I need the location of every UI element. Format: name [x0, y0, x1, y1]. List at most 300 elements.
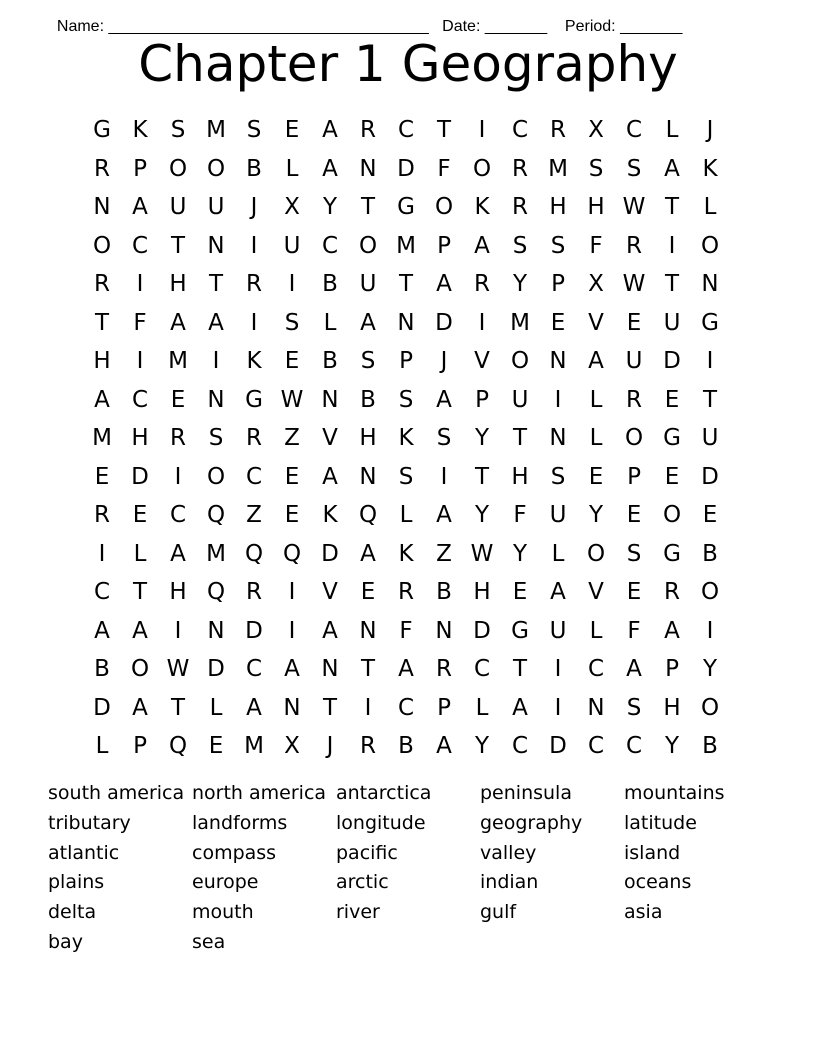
- grid-row: [83, 111, 729, 150]
- grid-cell[interactable]: L: [703, 194, 717, 220]
- grid-cell[interactable]: D: [549, 733, 567, 759]
- grid-cell[interactable]: E: [702, 502, 718, 528]
- grid-cell[interactable]: I: [288, 579, 296, 605]
- word-bank-item: tributary: [48, 811, 131, 834]
- grid-cell[interactable]: L: [665, 117, 679, 143]
- grid-cell[interactable]: A: [208, 309, 224, 336]
- grid-cell[interactable]: A: [588, 348, 604, 374]
- grid-cell[interactable]: F: [589, 232, 603, 259]
- grid-cell[interactable]: A: [436, 271, 452, 297]
- grid-cell[interactable]: R: [474, 271, 490, 297]
- grid-cell[interactable]: B: [360, 386, 376, 413]
- grid-cell[interactable]: N: [435, 617, 453, 644]
- grid-cell[interactable]: Y: [474, 425, 490, 451]
- grid-cell[interactable]: K: [398, 540, 414, 567]
- grid-cell[interactable]: X: [284, 194, 300, 220]
- grid-cell[interactable]: O: [662, 502, 682, 528]
- grid-cell[interactable]: A: [284, 656, 300, 682]
- grid-cell[interactable]: F: [513, 502, 527, 528]
- grid-cell[interactable]: R: [512, 155, 528, 182]
- grid-cell[interactable]: T: [170, 232, 186, 259]
- grid-cell[interactable]: A: [664, 155, 680, 182]
- grid-cell[interactable]: S: [398, 386, 414, 413]
- grid-cell[interactable]: G: [511, 617, 529, 644]
- grid-cell[interactable]: I: [250, 309, 258, 336]
- grid-cell[interactable]: H: [131, 425, 149, 451]
- grid-cell[interactable]: C: [321, 232, 339, 259]
- grid-cell[interactable]: A: [94, 386, 110, 413]
- grid-cell[interactable]: C: [587, 656, 605, 682]
- grid-cell[interactable]: A: [322, 463, 338, 490]
- grid-cell[interactable]: O: [586, 540, 606, 567]
- grid-cell[interactable]: D: [93, 694, 111, 721]
- grid-cell[interactable]: A: [94, 617, 110, 644]
- grid-cell[interactable]: T: [664, 271, 680, 297]
- grid-cell[interactable]: F: [133, 309, 147, 336]
- grid-cell[interactable]: N: [321, 656, 339, 682]
- name-field-label[interactable]: Name: ____________________________________: [56, 18, 429, 35]
- grid-cell[interactable]: Q: [358, 502, 378, 528]
- grid-cell[interactable]: P: [627, 463, 641, 490]
- grid-cell[interactable]: Y: [474, 733, 490, 759]
- grid-cell[interactable]: B: [398, 733, 414, 759]
- grid-cell[interactable]: P: [437, 694, 451, 721]
- grid-cell[interactable]: H: [473, 579, 491, 605]
- grid-cell[interactable]: S: [284, 309, 300, 336]
- grid-cell[interactable]: R: [626, 386, 642, 413]
- grid-cell[interactable]: M: [92, 425, 112, 451]
- grid-cell[interactable]: N: [93, 194, 111, 220]
- grid-cell[interactable]: V: [474, 348, 490, 374]
- grid-cell[interactable]: U: [283, 232, 301, 259]
- grid-cell[interactable]: L: [133, 540, 147, 567]
- grid-cell[interactable]: Y: [512, 540, 528, 567]
- grid-cell[interactable]: T: [132, 579, 148, 605]
- grid-cell[interactable]: V: [322, 579, 338, 605]
- grid-cell[interactable]: M: [244, 733, 264, 759]
- grid-cell[interactable]: G: [663, 425, 681, 451]
- grid-cell[interactable]: G: [245, 386, 263, 413]
- grid-cell[interactable]: I: [174, 463, 182, 490]
- grid-cell[interactable]: R: [360, 733, 376, 759]
- grid-cell[interactable]: Y: [588, 502, 604, 528]
- grid-cell[interactable]: A: [132, 694, 148, 721]
- grid-cell[interactable]: T: [360, 194, 376, 220]
- grid-cell[interactable]: O: [510, 348, 530, 374]
- grid-cell[interactable]: J: [440, 348, 448, 374]
- grid-cell[interactable]: U: [625, 348, 643, 374]
- grid-cell[interactable]: E: [626, 579, 642, 605]
- grid-cell[interactable]: N: [549, 348, 567, 374]
- grid-cell[interactable]: A: [664, 617, 680, 644]
- grid-cell[interactable]: Q: [206, 502, 226, 528]
- grid-cell[interactable]: U: [359, 271, 377, 297]
- grid-cell[interactable]: T: [170, 694, 186, 721]
- grid-cell[interactable]: P: [133, 155, 147, 182]
- grid-cell[interactable]: K: [398, 425, 414, 451]
- grid-cell[interactable]: T: [474, 463, 490, 490]
- grid-cell[interactable]: N: [283, 694, 301, 721]
- grid-cell[interactable]: C: [511, 117, 529, 143]
- grid-cell[interactable]: N: [359, 617, 377, 644]
- grid-cell[interactable]: L: [589, 386, 603, 413]
- grid-cell[interactable]: O: [434, 194, 454, 220]
- grid-cell[interactable]: A: [246, 694, 262, 721]
- grid-cell[interactable]: L: [285, 155, 299, 182]
- grid-cell[interactable]: P: [665, 656, 679, 682]
- grid-cell[interactable]: E: [664, 386, 680, 413]
- grid-cell[interactable]: C: [397, 694, 415, 721]
- grid-cell[interactable]: S: [626, 540, 642, 567]
- grid-cell[interactable]: O: [206, 463, 226, 490]
- grid-cell[interactable]: P: [475, 386, 489, 413]
- grid-cell[interactable]: R: [246, 271, 262, 297]
- grid-cell[interactable]: Q: [168, 733, 188, 759]
- grid-cell[interactable]: J: [706, 117, 714, 143]
- grid-cell[interactable]: E: [284, 502, 300, 528]
- grid-cell[interactable]: E: [588, 463, 604, 490]
- grid-cell[interactable]: U: [549, 502, 567, 528]
- grid-cell[interactable]: B: [436, 579, 452, 605]
- grid-cell[interactable]: T: [512, 425, 528, 451]
- grid-cell[interactable]: I: [250, 232, 258, 259]
- grid-cell[interactable]: U: [207, 194, 225, 220]
- grid-cell[interactable]: Y: [322, 194, 338, 220]
- grid-cell[interactable]: H: [359, 425, 377, 451]
- grid-cell[interactable]: R: [246, 425, 262, 451]
- grid-cell[interactable]: Z: [436, 540, 452, 567]
- grid-cell[interactable]: Y: [512, 271, 528, 297]
- grid-cell[interactable]: A: [398, 656, 414, 682]
- grid-cell[interactable]: D: [245, 617, 263, 644]
- grid-cell[interactable]: I: [440, 463, 448, 490]
- grid-cell[interactable]: R: [436, 656, 452, 682]
- grid-cell[interactable]: T: [702, 386, 718, 413]
- grid-cell[interactable]: T: [322, 694, 338, 721]
- grid-cell[interactable]: F: [399, 617, 413, 644]
- grid-cell[interactable]: I: [554, 656, 562, 682]
- grid-cell[interactable]: S: [398, 463, 414, 490]
- grid-cell[interactable]: P: [551, 271, 565, 297]
- grid-cell[interactable]: I: [98, 540, 106, 567]
- grid-cell[interactable]: J: [250, 194, 258, 220]
- grid-cell[interactable]: N: [207, 232, 225, 259]
- grid-cell[interactable]: M: [168, 348, 188, 374]
- grid-cell[interactable]: A: [436, 733, 452, 759]
- grid-cell[interactable]: T: [512, 656, 528, 682]
- grid-cell[interactable]: L: [589, 617, 603, 644]
- grid-cell[interactable]: Q: [206, 579, 226, 605]
- word-bank-item: latitude: [624, 811, 697, 834]
- grid-cell[interactable]: L: [209, 694, 223, 721]
- grid-cell[interactable]: E: [284, 348, 300, 374]
- grid-cell[interactable]: D: [473, 617, 491, 644]
- grid-cell[interactable]: R: [94, 271, 110, 297]
- grid-cell[interactable]: C: [245, 463, 263, 490]
- grid-cell[interactable]: H: [93, 348, 111, 374]
- grid-cell[interactable]: U: [169, 194, 187, 220]
- grid-cell[interactable]: R: [170, 425, 186, 451]
- date-field-label[interactable]: Date: _______: [442, 18, 548, 35]
- grid-cell[interactable]: H: [549, 194, 567, 220]
- grid-cell[interactable]: R: [550, 117, 566, 143]
- grid-cell[interactable]: R: [664, 579, 680, 605]
- grid-cell[interactable]: A: [360, 540, 376, 567]
- grid-cell[interactable]: S: [626, 155, 642, 182]
- grid-cell[interactable]: C: [511, 733, 529, 759]
- grid-cell[interactable]: M: [206, 117, 226, 143]
- grid-cell[interactable]: M: [510, 309, 530, 336]
- grid-cell[interactable]: K: [702, 155, 718, 182]
- grid-cell[interactable]: R: [512, 194, 528, 220]
- grid-cell[interactable]: M: [206, 540, 226, 567]
- grid-cell[interactable]: B: [246, 155, 262, 182]
- grid-cell[interactable]: O: [130, 656, 150, 682]
- grid-cell[interactable]: C: [169, 502, 187, 528]
- grid-cell[interactable]: V: [322, 425, 338, 451]
- grid-cell[interactable]: S: [512, 232, 528, 259]
- grid-cell[interactable]: O: [624, 425, 644, 451]
- grid-cell[interactable]: L: [95, 733, 109, 759]
- grid-cell[interactable]: L: [551, 540, 565, 567]
- grid-cell[interactable]: N: [321, 386, 339, 413]
- grid-cell[interactable]: Y: [664, 733, 680, 759]
- grid-cell[interactable]: V: [588, 579, 604, 605]
- grid-cell[interactable]: H: [663, 694, 681, 721]
- grid-cell[interactable]: W: [470, 540, 494, 567]
- grid-cell[interactable]: H: [511, 463, 529, 490]
- grid-cell[interactable]: A: [550, 579, 566, 605]
- grid-cell[interactable]: S: [360, 348, 376, 374]
- grid-cell[interactable]: U: [701, 425, 719, 451]
- grid-cell[interactable]: J: [326, 733, 334, 759]
- grid-cell[interactable]: N: [701, 271, 719, 297]
- grid-cell[interactable]: H: [169, 579, 187, 605]
- grid-cell[interactable]: O: [92, 232, 112, 259]
- grid-cell[interactable]: M: [548, 155, 568, 182]
- grid-row: [83, 612, 729, 651]
- grid-cell[interactable]: L: [399, 502, 413, 528]
- grid-cell[interactable]: I: [136, 348, 144, 374]
- grid-cell[interactable]: Q: [282, 540, 302, 567]
- grid-cell[interactable]: R: [94, 502, 110, 528]
- grid-cell[interactable]: X: [284, 733, 300, 759]
- grid-cell[interactable]: I: [364, 694, 372, 721]
- grid-cell[interactable]: Y: [474, 502, 490, 528]
- grid-cell[interactable]: D: [397, 155, 415, 182]
- grid-cell[interactable]: K: [132, 117, 148, 143]
- grid-cell[interactable]: E: [208, 733, 224, 759]
- grid-cell[interactable]: T: [208, 271, 224, 297]
- grid-cell[interactable]: P: [437, 232, 451, 259]
- grid-cell[interactable]: K: [322, 502, 338, 528]
- grid-cell[interactable]: I: [668, 232, 676, 259]
- grid-cell[interactable]: W: [166, 656, 190, 682]
- grid-cell[interactable]: U: [549, 617, 567, 644]
- grid-cell[interactable]: S: [626, 694, 642, 721]
- grid-cell[interactable]: A: [322, 155, 338, 182]
- grid-cell[interactable]: E: [664, 463, 680, 490]
- grid-cell[interactable]: W: [622, 271, 646, 297]
- grid-cell[interactable]: V: [588, 309, 604, 336]
- grid-cell[interactable]: X: [588, 271, 604, 297]
- grid-cell[interactable]: N: [207, 617, 225, 644]
- grid-cell[interactable]: Q: [244, 540, 264, 567]
- grid-cell[interactable]: N: [359, 155, 377, 182]
- grid-cell[interactable]: I: [212, 348, 220, 374]
- grid-cell[interactable]: A: [132, 617, 148, 644]
- grid-cell[interactable]: B: [702, 733, 718, 759]
- grid-cell[interactable]: D: [701, 463, 719, 490]
- grid-row: [83, 419, 729, 458]
- grid-cell[interactable]: Y: [702, 656, 718, 682]
- grid-cell[interactable]: G: [397, 194, 415, 220]
- grid-cell[interactable]: M: [396, 232, 416, 259]
- grid-cell[interactable]: S: [588, 155, 604, 182]
- grid-cell[interactable]: I: [174, 617, 182, 644]
- grid-cell[interactable]: A: [436, 502, 452, 528]
- grid-cell[interactable]: B: [322, 271, 338, 297]
- grid-cell[interactable]: I: [288, 271, 296, 297]
- grid-cell[interactable]: O: [700, 694, 720, 721]
- grid-cell[interactable]: C: [131, 386, 149, 413]
- grid-cell[interactable]: C: [397, 117, 415, 143]
- grid-cell[interactable]: B: [94, 656, 110, 682]
- grid-cell[interactable]: A: [626, 656, 642, 682]
- grid-cell[interactable]: C: [131, 232, 149, 259]
- grid-cell[interactable]: E: [626, 502, 642, 528]
- grid-cell[interactable]: H: [169, 271, 187, 297]
- grid-cell[interactable]: N: [397, 309, 415, 336]
- grid-cell[interactable]: C: [93, 579, 111, 605]
- grid-cell[interactable]: A: [512, 694, 528, 721]
- grid-cell[interactable]: A: [474, 232, 490, 259]
- grid-cell[interactable]: Z: [284, 425, 300, 451]
- grid-cell[interactable]: D: [321, 540, 339, 567]
- grid-cell[interactable]: D: [207, 656, 225, 682]
- grid-cell[interactable]: K: [474, 194, 490, 220]
- word-bank-item: plains: [48, 871, 105, 894]
- grid-cell[interactable]: E: [512, 579, 528, 605]
- grid-cell[interactable]: G: [701, 309, 719, 336]
- grid-cell[interactable]: N: [359, 463, 377, 490]
- grid-cell[interactable]: C: [625, 733, 643, 759]
- grid-cell[interactable]: I: [554, 694, 562, 721]
- grid-cell[interactable]: O: [168, 155, 188, 182]
- word-bank-item: pacific: [336, 841, 398, 864]
- grid-cell[interactable]: G: [93, 117, 111, 143]
- grid-cell[interactable]: A: [322, 117, 338, 143]
- grid-cell[interactable]: C: [473, 656, 491, 682]
- grid-cell[interactable]: X: [588, 117, 604, 143]
- grid-cell[interactable]: O: [700, 579, 720, 605]
- grid-cell[interactable]: D: [663, 348, 681, 374]
- grid-cell[interactable]: C: [587, 733, 605, 759]
- grid-cell[interactable]: G: [663, 540, 681, 567]
- grid-cell[interactable]: F: [437, 155, 451, 182]
- grid-cell[interactable]: I: [136, 271, 144, 297]
- grid-cell[interactable]: S: [208, 425, 224, 451]
- grid-cell[interactable]: P: [399, 348, 413, 374]
- grid-cell[interactable]: R: [246, 579, 262, 605]
- grid-cell[interactable]: S: [550, 232, 566, 259]
- grid-cell[interactable]: H: [587, 194, 605, 220]
- grid-cell[interactable]: E: [132, 502, 148, 528]
- grid-cell[interactable]: E: [360, 579, 376, 605]
- grid-cell[interactable]: F: [627, 617, 641, 644]
- grid-cell[interactable]: R: [398, 579, 414, 605]
- grid-cell[interactable]: L: [589, 425, 603, 451]
- grid-cell[interactable]: E: [284, 463, 300, 490]
- grid-cell[interactable]: S: [170, 117, 186, 143]
- grid-cell[interactable]: T: [398, 271, 414, 297]
- word-bank-item: asia: [624, 901, 663, 924]
- grid-cell[interactable]: Z: [246, 502, 262, 528]
- grid-cell[interactable]: E: [550, 309, 566, 336]
- grid-cell[interactable]: O: [358, 232, 378, 259]
- grid-cell[interactable]: B: [322, 348, 338, 374]
- grid-cell[interactable]: S: [246, 117, 262, 143]
- grid-cell[interactable]: E: [94, 463, 110, 490]
- period-field-label[interactable]: Period: _______: [564, 18, 683, 35]
- grid-cell[interactable]: R: [94, 155, 110, 182]
- grid-cell[interactable]: T: [360, 656, 376, 682]
- grid-cell[interactable]: R: [626, 232, 642, 259]
- grid-cell[interactable]: T: [436, 117, 452, 143]
- grid-cell[interactable]: R: [360, 117, 376, 143]
- grid-cell[interactable]: I: [706, 348, 714, 374]
- grid-cell[interactable]: B: [702, 540, 718, 567]
- grid-cell[interactable]: A: [170, 309, 186, 336]
- grid-cell[interactable]: E: [284, 117, 300, 143]
- grid-cell[interactable]: D: [435, 309, 453, 336]
- grid-cell[interactable]: N: [207, 386, 225, 413]
- grid-cell[interactable]: S: [436, 425, 452, 451]
- grid-cell[interactable]: T: [664, 194, 680, 220]
- grid-cell[interactable]: E: [170, 386, 186, 413]
- grid-cell[interactable]: I: [288, 617, 296, 644]
- grid-cell[interactable]: A: [360, 309, 376, 336]
- grid-cell[interactable]: N: [587, 694, 605, 721]
- grid-cell[interactable]: I: [706, 617, 714, 644]
- grid-cell[interactable]: I: [478, 117, 486, 143]
- grid-cell[interactable]: E: [626, 309, 642, 336]
- grid-cell[interactable]: C: [625, 117, 643, 143]
- grid-cell[interactable]: A: [436, 386, 452, 413]
- grid-cell[interactable]: N: [549, 425, 567, 451]
- grid-cell[interactable]: W: [280, 386, 304, 413]
- grid-cell[interactable]: C: [245, 656, 263, 682]
- grid-cell[interactable]: U: [511, 386, 529, 413]
- grid-cell[interactable]: D: [131, 463, 149, 490]
- grid-cell[interactable]: L: [475, 694, 489, 721]
- grid-cell[interactable]: L: [323, 309, 337, 336]
- grid-cell[interactable]: O: [206, 155, 226, 182]
- grid-cell[interactable]: T: [94, 309, 110, 336]
- grid-cell[interactable]: U: [663, 309, 681, 336]
- grid-cell[interactable]: A: [322, 617, 338, 644]
- grid-cell[interactable]: A: [170, 540, 186, 567]
- grid-cell[interactable]: S: [550, 463, 566, 490]
- grid-cell[interactable]: O: [472, 155, 492, 182]
- grid-cell[interactable]: K: [246, 348, 262, 374]
- grid-cell[interactable]: W: [622, 194, 646, 220]
- grid-cell[interactable]: I: [478, 309, 486, 336]
- grid-cell[interactable]: P: [133, 733, 147, 759]
- grid-cell[interactable]: I: [554, 386, 562, 413]
- grid-cell[interactable]: O: [700, 232, 720, 259]
- grid-cell[interactable]: A: [132, 194, 148, 220]
